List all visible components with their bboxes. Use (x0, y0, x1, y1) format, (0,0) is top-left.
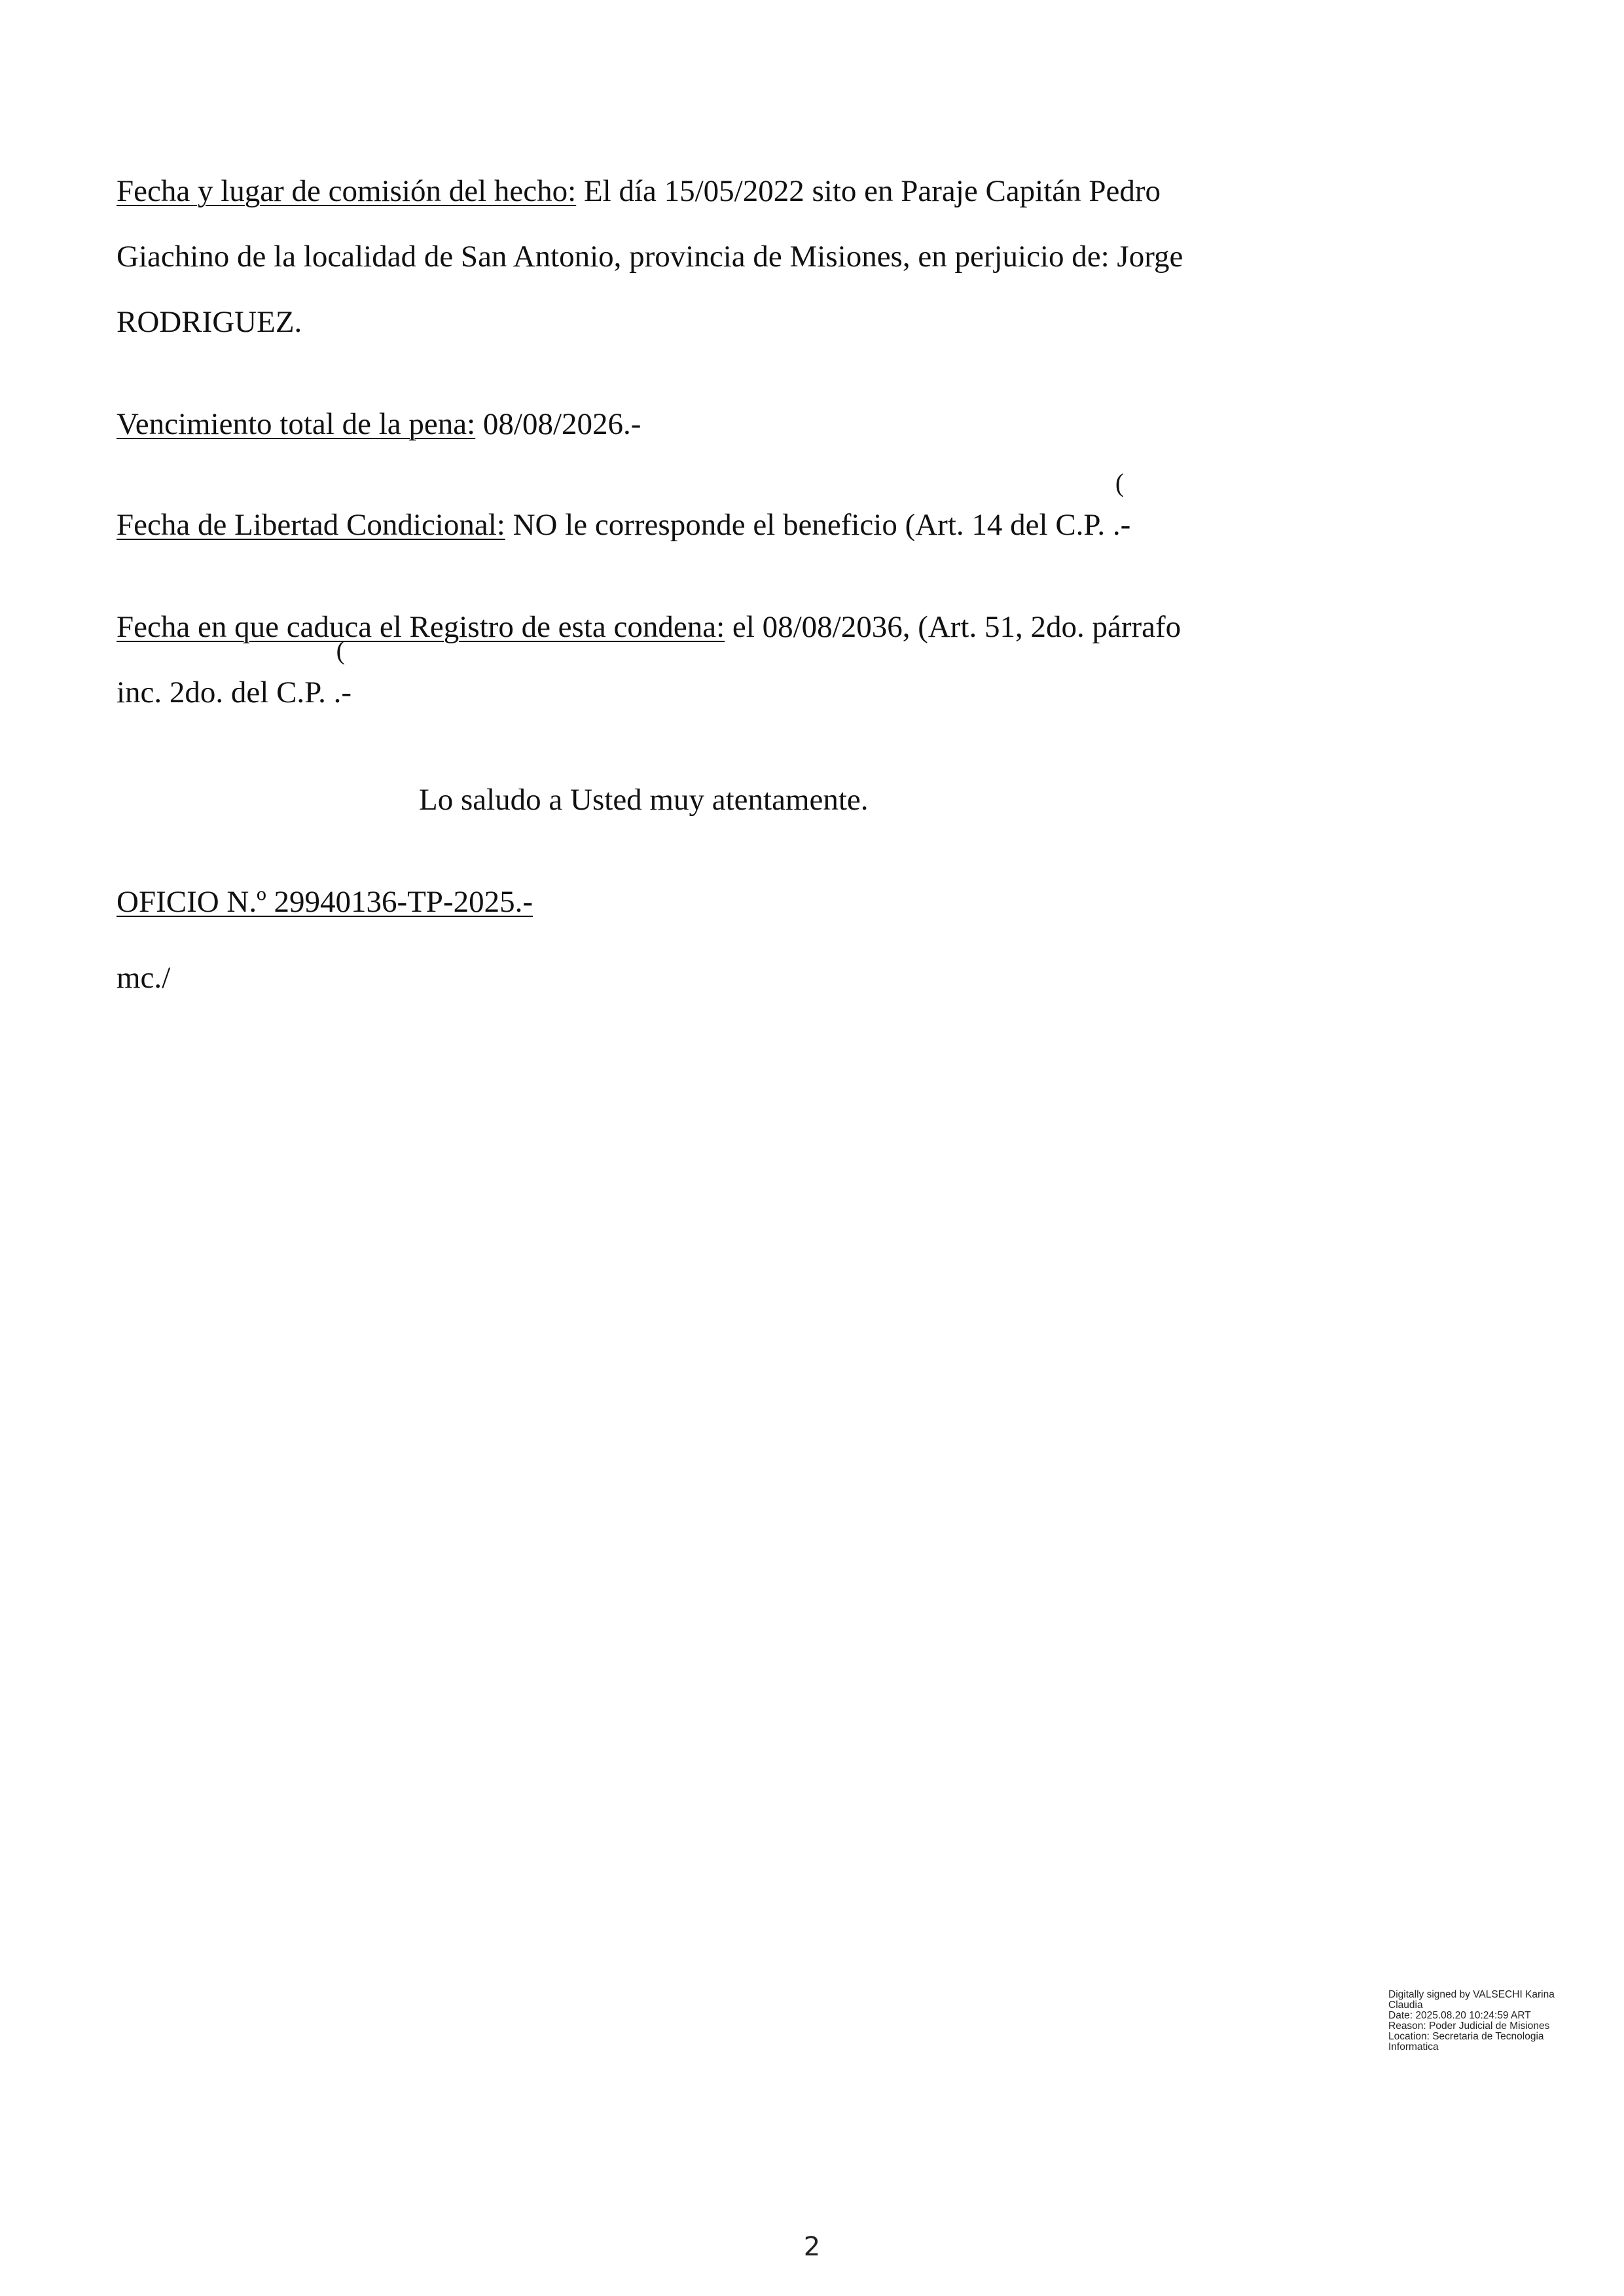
registro-tail: .- (333, 675, 352, 709)
oficio-number (117, 869, 533, 935)
digital-signature-stamp (1388, 1990, 1555, 2053)
registro-value: el 08/08/2036, (Art. 51, 2do. párrafo (725, 610, 1182, 644)
registro-paren: ( (336, 636, 345, 665)
signature-line-4: Reason: Poder Judicial de Misiones (1388, 2020, 1550, 2032)
signature-line-5: Location: Secretaria de Tecnologia (1388, 2031, 1544, 2042)
registro-line-2 (117, 636, 352, 725)
signature-line-6: Informatica (1388, 2041, 1439, 2053)
oficio-text: OFICIO N.º 29940136-TP-2025.- (117, 885, 533, 919)
registro-line-1 (117, 594, 1181, 660)
signature-line-3: Date: 2025.08.20 10:24:59 ART (1388, 2010, 1531, 2021)
libertad-value: NO le corresponde el beneficio (Art. 14 del C.P. (505, 508, 1113, 542)
libertad-paragraph (117, 468, 1131, 558)
fecha-lugar-label: Fecha y lugar de comisión del hecho: (117, 174, 577, 208)
libertad-tail: .- (1112, 508, 1131, 542)
iniciales: mc./ (117, 961, 171, 995)
libertad-paren: ( (1115, 468, 1125, 497)
libertad-label: Fecha de Libertad Condicional: (117, 508, 505, 542)
fecha-lugar-line-2: Giachino de la localidad de San Antonio, provincia de Misiones, en perjuicio de: Jorge (117, 240, 1183, 274)
signature-line-1: Digitally signed by VALSECHI Karina (1388, 1989, 1555, 2000)
vencimiento-label: Vencimiento total de la pena: (117, 407, 476, 441)
libertad-glitch (1112, 468, 1131, 558)
vencimiento-paragraph (117, 391, 641, 457)
registro-glitch (333, 636, 352, 725)
signature-line-2: Claudia (1388, 2000, 1423, 2011)
fecha-lugar-line-1 (117, 158, 1161, 224)
vencimiento-value: 08/08/2026.- (475, 407, 641, 441)
saludo: Lo saludo a Usted muy atentamente. (419, 783, 869, 817)
fecha-lugar-line-3: RODRIGUEZ. (117, 305, 302, 339)
registro-label: Fecha en que caduca el Registro de esta condena: (117, 610, 725, 644)
fecha-lugar-text: El día 15/05/2022 sito en Paraje Capitán Pedro (576, 174, 1161, 208)
registro-line-2-text: inc. 2do. del C.P. (117, 675, 334, 709)
page-number: 2 (803, 2232, 821, 2262)
